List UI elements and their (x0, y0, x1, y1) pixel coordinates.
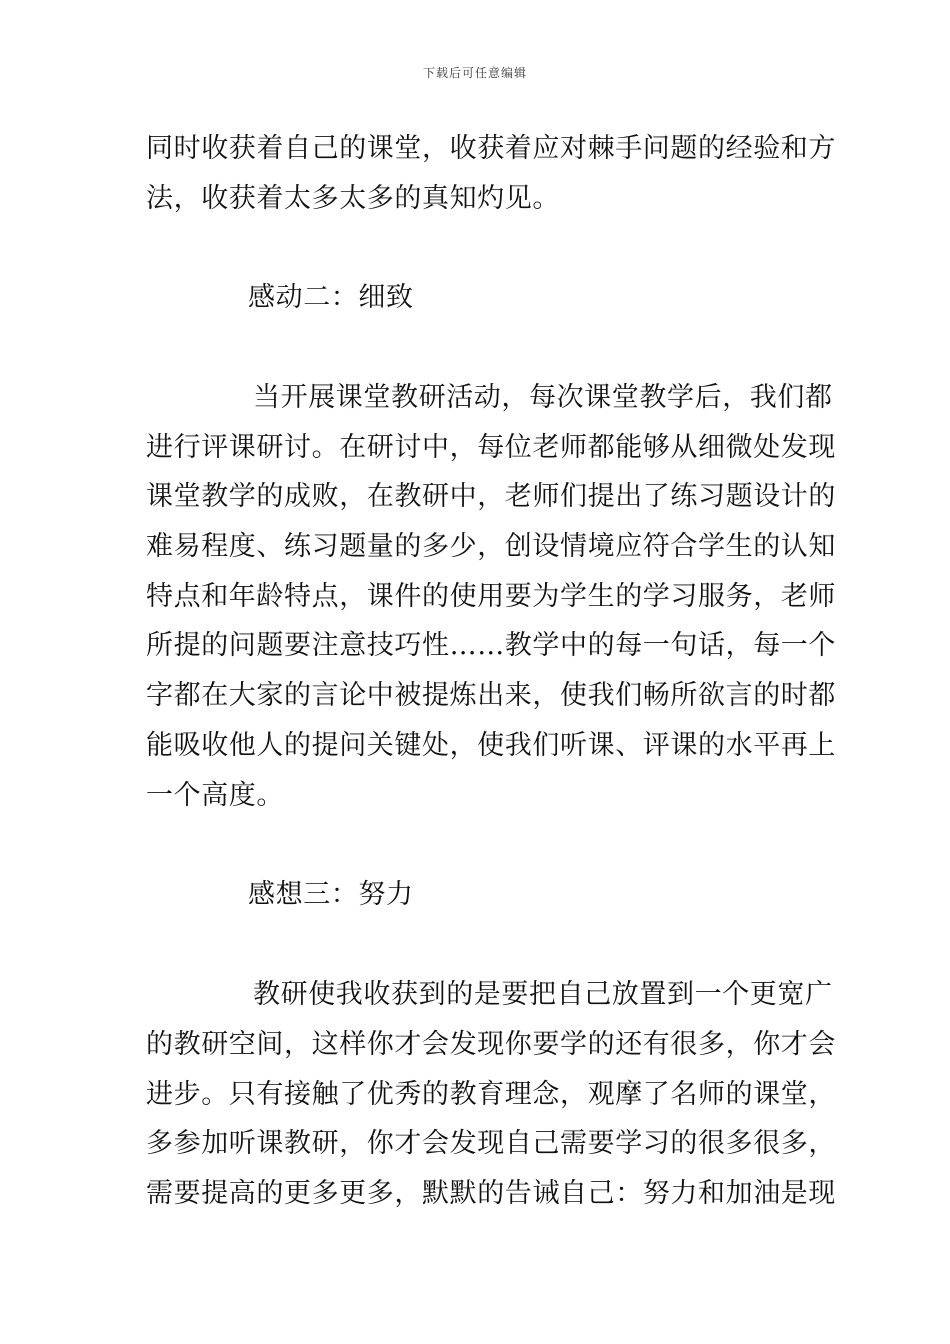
text-line: 教研使我收获到的是要把自己放置到一个更宽广 (253, 979, 833, 1010)
text-line: 特点和年龄特点，课件的使用要为学生的学习服务，老师 (146, 581, 836, 612)
text-line: 能吸收他人的提问关键处，使我们听课、评课的水平再上 (146, 730, 836, 761)
text-line: 字都在大家的言论中被提炼出来，使我们畅所欲言的时都 (146, 680, 836, 711)
section-heading: 感想三：努力 (248, 879, 414, 910)
text-line: 多参加听课教研，你才会发现自己需要学习的很多很多， (146, 1128, 836, 1159)
text-line: 需要提高的更多更多，默默的告诫自己：努力和加油是现 (146, 1178, 836, 1209)
page-header: 下载后可任意编辑 (422, 66, 527, 80)
text-line: 法，收获着太多太多的真知灼见。 (146, 183, 560, 214)
text-line: 难易程度、练习题量的多少，创设情境应符合学生的认知 (146, 531, 836, 562)
text-line: 一个高度。 (146, 780, 284, 811)
text-line: 同时收获着自己的课堂，收获着应对棘手问题的经验和方 (146, 133, 836, 164)
text-line: 所提的问题要注意技巧性……教学中的每一句话，每一个 (146, 630, 836, 661)
text-line: 进行评课研讨。在研讨中，每位老师都能够从细微处发现 (146, 432, 836, 463)
text-line: 的教研空间，这样你才会发现你要学的还有很多，你才会 (146, 1029, 836, 1060)
text-line: 当开展课堂教研活动，每次课堂教学后，我们都 (253, 382, 833, 413)
section-heading: 感动二：细致 (248, 282, 414, 313)
text-line: 课堂教学的成败，在教研中，老师们提出了练习题设计的 (146, 481, 836, 512)
text-line: 进步。只有接触了优秀的教育理念，观摩了名师的课堂， (146, 1079, 836, 1110)
